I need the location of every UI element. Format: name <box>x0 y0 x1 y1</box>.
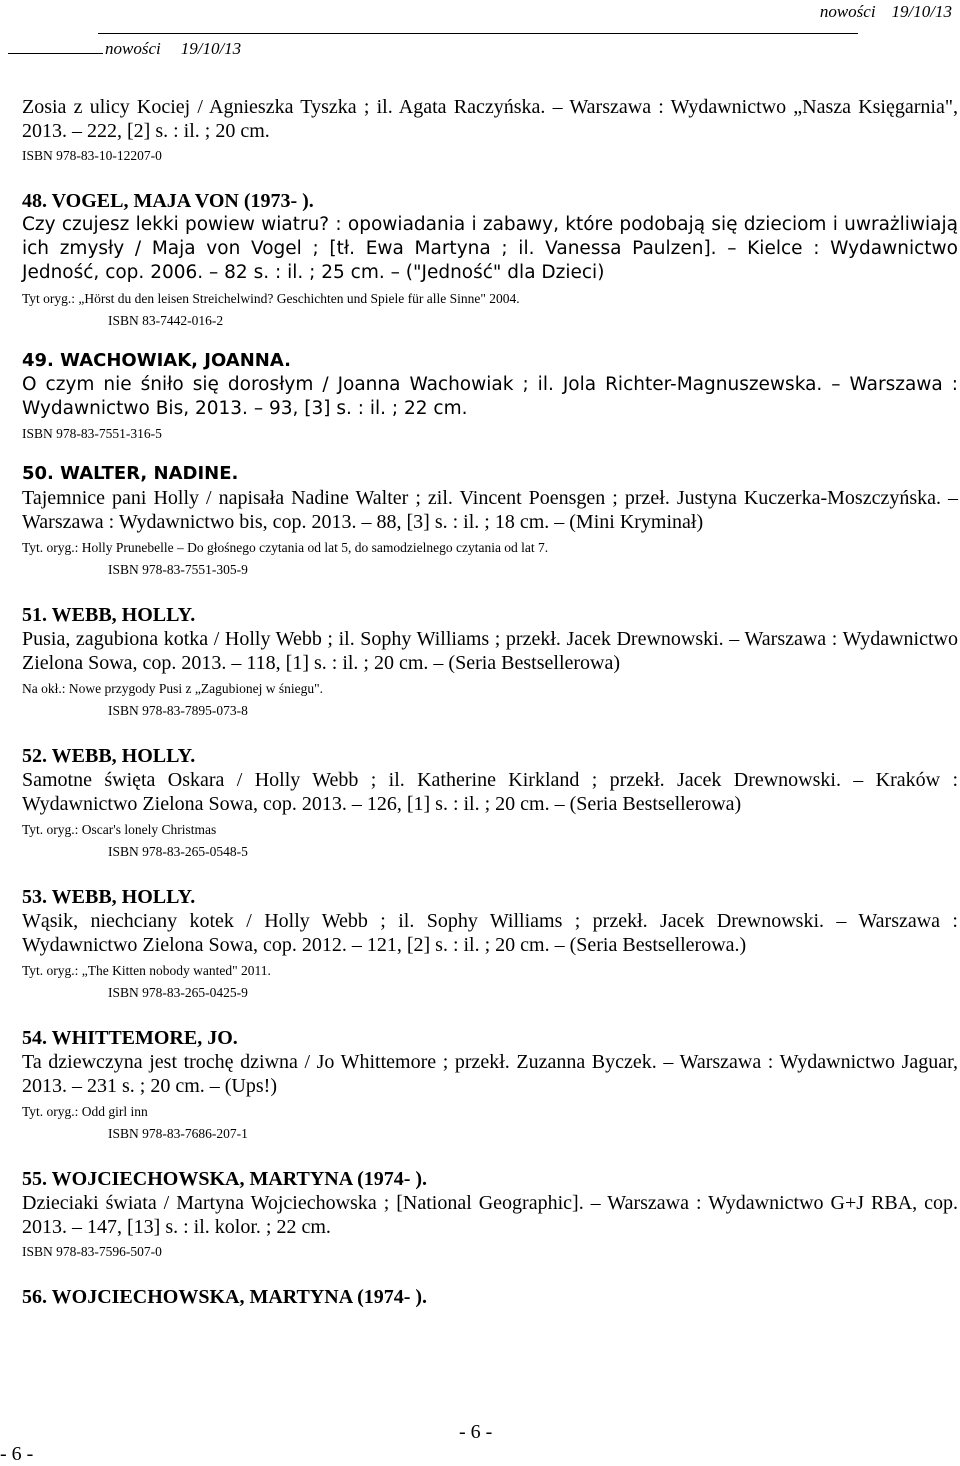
entry-number: 52. <box>22 745 47 767</box>
entry-heading <box>22 885 958 909</box>
entry-heading <box>22 1026 958 1050</box>
entry-isbn: ISBN 978-83-10-12207-0 <box>22 148 162 163</box>
entry-50 <box>22 462 958 579</box>
entry-number: 50. <box>22 463 54 484</box>
entry-isbn: ISBN 978-83-265-0548-5 <box>108 844 248 859</box>
bibliography-list <box>22 95 958 1309</box>
entry-55 <box>22 1167 958 1261</box>
entry-number: 51. <box>22 604 47 626</box>
entry-description: Tajemnice pani Holly / napisała Nadine Walter ; zil. Vincent Poensgen ; przeł. Justyna Kuczerka-Moszczyńska. – Warszawa : Wydawnictwo bis, cop. 2013. – 88, [3] s. : il. ; 18 cm. – (Mini Kryminał) <box>22 487 958 533</box>
entry-number: 54. <box>22 1027 47 1049</box>
entry-53 <box>22 885 958 1002</box>
entry-isbn: ISBN 83-7442-016-2 <box>108 313 224 328</box>
entry-heading <box>22 1285 958 1309</box>
header-left-label: nowości <box>105 39 161 58</box>
entry-author: WALTER, NADINE. <box>60 463 239 484</box>
entry-heading <box>22 189 958 213</box>
header-right <box>804 2 952 22</box>
entry-heading <box>22 1167 958 1191</box>
entry-52 <box>22 744 958 861</box>
entry-description: Dzieciaki świata / Martyna Wojciechowska ; [National Geographic]. – Warszawa : Wydawnictwo G+J RBA, cop. 2013. – 147, [13] s. : il. kolor. ; 22 cm. <box>22 1192 958 1238</box>
entry-isbn: ISBN 978-83-265-0425-9 <box>108 985 248 1000</box>
header-rule <box>98 33 858 34</box>
entry-note: Na okł.: Nowe przygody Pusi z „Zagubionej w śniegu". <box>22 681 323 696</box>
entry-54 <box>22 1026 958 1143</box>
entry-note: Tyt oryg.: „Hörst du den leisen Streichelwind? Geschichten und Spiele für alle Sinne" 2004. <box>22 291 520 306</box>
entry-description: Wąsik, niechciany kotek / Holly Webb ; il. Sophy Williams ; przekł. Jacek Drewnowski. – Warszawa : Wydawnictwo Zielona Sowa, cop. 2012. – 121, [2] s. : il. ; 20 cm. – (Seria Bestsellerowa.) <box>22 910 958 956</box>
entry-description: Samotne święta Oskara / Holly Webb ; il. Katherine Kirkland ; przekł. Jacek Drewnowski. – Kraków : Wydawnictwo Zielona Sowa, cop. 2013. – 126, [1] s. : il. ; 20 cm. – (Seria Bestsellerowa) <box>22 769 958 815</box>
header-left <box>8 39 241 59</box>
entry-isbn: ISBN 978-83-7551-305-9 <box>108 562 248 577</box>
page-number-center: - 6 - <box>459 1421 493 1443</box>
header-underline <box>8 39 103 54</box>
entry-isbn: ISBN 978-83-7686-207-1 <box>108 1126 248 1141</box>
entry-note: Tyt. oryg.: Odd girl inn <box>22 1104 148 1119</box>
entry-author: WOJCIECHOWSKA, MARTYNA (1974- ). <box>51 1286 428 1308</box>
entry-number: 49. <box>22 350 54 371</box>
entry-number: 55. <box>22 1168 47 1190</box>
entry-description: Ta dziewczyna jest trochę dziwna / Jo Whittemore ; przekł. Zuzanna Byczek. – Warszawa : Wydawnictwo Jaguar, 2013. – 231 s. ; 20 cm. – (Ups!) <box>22 1051 958 1097</box>
entry-description: Czy czujesz lekki powiew wiatru? : opowiadania i zabawy, które podobają się dzieciom i uwrażliwiają ich zmysły / Maja von Vogel ; [tł. Ewa Martyna ; il. Vanessa Paulzen]. – Kielce : Wydawnictwo Jedność, cop. 2006. – 82 s. : il. ; 25 cm. – ("Jedność" dla Dzieci) <box>22 214 958 283</box>
entry-note: Tyt. oryg.: Oscar's lonely Christmas <box>22 822 217 837</box>
entry-top <box>22 95 958 165</box>
entry-number: 53. <box>22 886 47 908</box>
entry-56 <box>22 1285 958 1309</box>
entry-author: WACHOWIAK, JOANNA. <box>60 350 291 371</box>
entry-description: Pusia, zagubiona kotka / Holly Webb ; il. Sophy Williams ; przekł. Jacek Drewnowski. – Warszawa : Wydawnictwo Zielona Sowa, cop. 2013. – 118, [1] s. : il. ; 20 cm. – (Seria Bestsellerowa) <box>22 628 958 674</box>
entry-author: WEBB, HOLLY. <box>51 886 196 908</box>
entry-note: Tyt. oryg.: „The Kitten nobody wanted" 2011. <box>22 963 271 978</box>
entry-author: VOGEL, MAJA VON (1973- ). <box>51 190 314 212</box>
entry-note: Tyt. oryg.: Holly Prunebelle – Do głośnego czytania od lat 5, do samodzielnego czytania od lat 7. <box>22 540 549 555</box>
header-right-date: 19/10/13 <box>891 2 952 21</box>
entry-48 <box>22 189 958 330</box>
entry-author: WHITTEMORE, JO. <box>51 1027 238 1049</box>
entry-heading <box>22 349 958 373</box>
header-left-date: 19/10/13 <box>180 39 242 58</box>
entry-author: WEBB, HOLLY. <box>51 604 196 626</box>
entry-number: 48. <box>22 190 47 212</box>
entry-author: WEBB, HOLLY. <box>51 745 196 767</box>
entry-number: 56. <box>22 1286 47 1308</box>
entry-isbn: ISBN 978-83-7551-316-5 <box>22 426 162 441</box>
entry-heading <box>22 603 958 627</box>
entry-49 <box>22 349 958 443</box>
entry-51 <box>22 603 958 720</box>
page-number-left: - 6 - <box>0 1443 34 1465</box>
entry-isbn: ISBN 978-83-7596-507-0 <box>22 1244 162 1259</box>
entry-author: WOJCIECHOWSKA, MARTYNA (1974- ). <box>51 1168 428 1190</box>
header-right-label: nowości <box>819 2 876 21</box>
entry-description: O czym nie śniło się dorosłym / Joanna Wachowiak ; il. Jola Richter-Magnuszewska. – Warszawa : Wydawnictwo Bis, 2013. – 93, [3] s. : il. ; 22 cm. <box>22 374 958 419</box>
entry-heading <box>22 744 958 768</box>
entry-heading <box>22 462 958 486</box>
entry-description: Zosia z ulicy Kociej / Agnieszka Tyszka ; il. Agata Raczyńska. – Warszawa : Wydawnictwo „Nasza Księgarnia", 2013. – 222, [2] s. : il. ; 20 cm. <box>22 96 958 142</box>
entry-isbn: ISBN 978-83-7895-073-8 <box>108 703 248 718</box>
